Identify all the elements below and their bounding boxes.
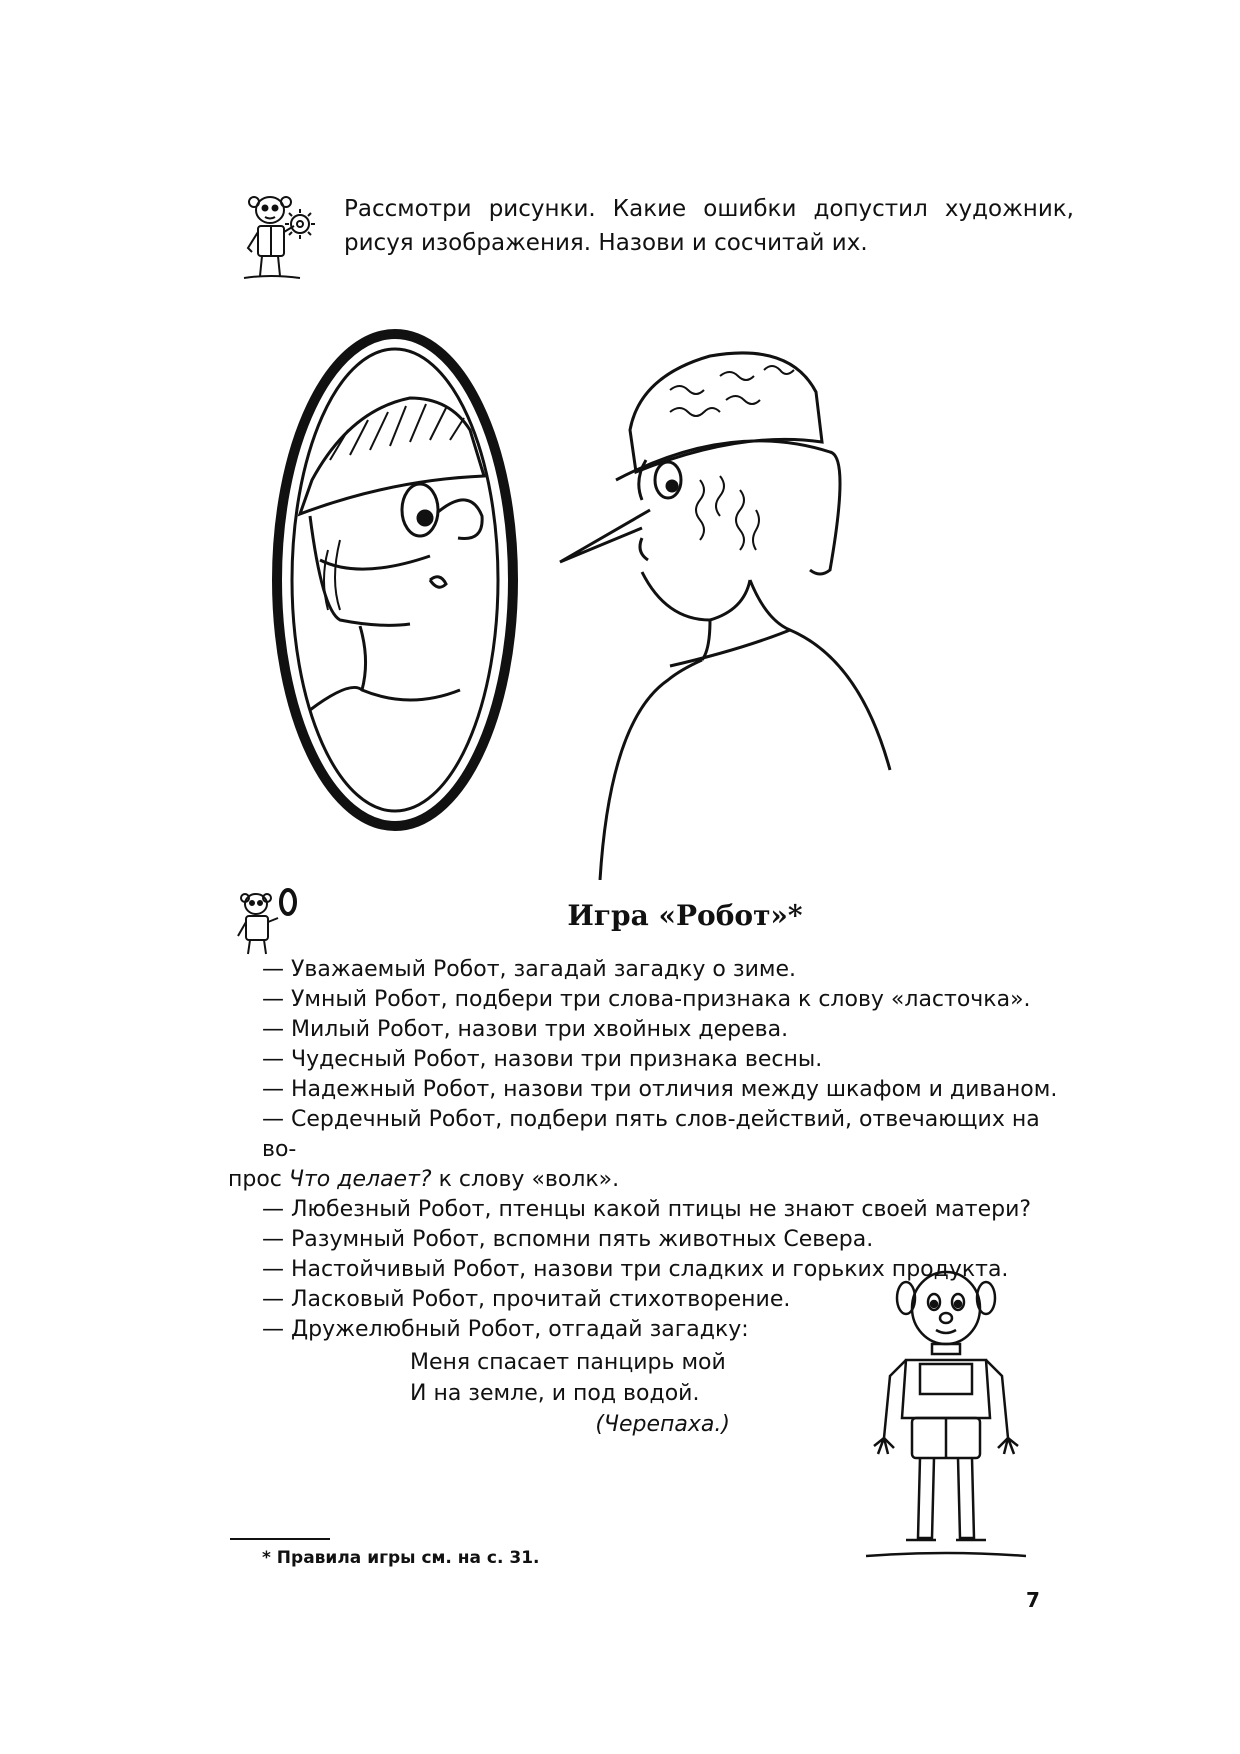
riddle-line: И на земле, и под водой. <box>410 1381 700 1406</box>
riddle-poem <box>410 1347 730 1440</box>
riddle-line: Меня спасает панцирь мой <box>410 1350 726 1375</box>
robot-game-icon <box>236 886 300 958</box>
continuation-suffix: к слову «волк». <box>431 1167 620 1192</box>
riddle-answer: (Черепаха.) <box>595 1412 730 1437</box>
list-item: — Дружелюбный Робот, отгадай загадку: <box>262 1317 749 1342</box>
footnote-divider <box>230 1538 330 1540</box>
robot-task-icon <box>240 186 322 282</box>
list-item: — Надежный Робот, назови три отличия между шкафом и диваном. <box>262 1077 1058 1102</box>
page-number: 7 <box>1026 1588 1040 1612</box>
list-item-part1: — Сердечный Робот, подбери пять слов-действий, отвечающих на во- <box>262 1107 1040 1162</box>
list-item: — Чудесный Робот, назови три признака весны. <box>262 1047 823 1072</box>
list-item-wrapped <box>228 1105 1072 1195</box>
standing-robot-illustration <box>866 1268 1026 1558</box>
list-item-continuation <box>228 1165 1072 1195</box>
list-item: — Настойчивый Робот, назови три сладких и горьких продукта. <box>262 1257 1009 1282</box>
continuation-prefix: прос <box>228 1167 289 1192</box>
list-item: — Умный Робот, подбери три слова-признака к слову «ласточка». <box>262 987 1031 1012</box>
footnote: * Правила игры см. на с. 31. <box>262 1548 540 1568</box>
list-item: — Любезный Робот, птенцы какой птицы не знают своей матери? <box>262 1197 1032 1222</box>
game-title: Игра «Робот»* <box>567 899 803 932</box>
mirror-illustration <box>270 280 1010 880</box>
list-item: — Милый Робот, назови три хвойных дерева. <box>262 1017 789 1042</box>
task-instruction: Рассмотри рисунки. Какие ошибки допустил художник, рисуя изображения. Назови и сосчитай их. <box>344 196 1074 256</box>
list-item: — Разумный Робот, вспомни пять животных Севера. <box>262 1227 874 1252</box>
continuation-italic: Что делает? <box>288 1167 432 1192</box>
list-item: — Уважаемый Робот, загадай загадку о зиме. <box>262 957 797 982</box>
list-item: — Ласковый Робот, прочитай стихотворение. <box>262 1287 791 1312</box>
